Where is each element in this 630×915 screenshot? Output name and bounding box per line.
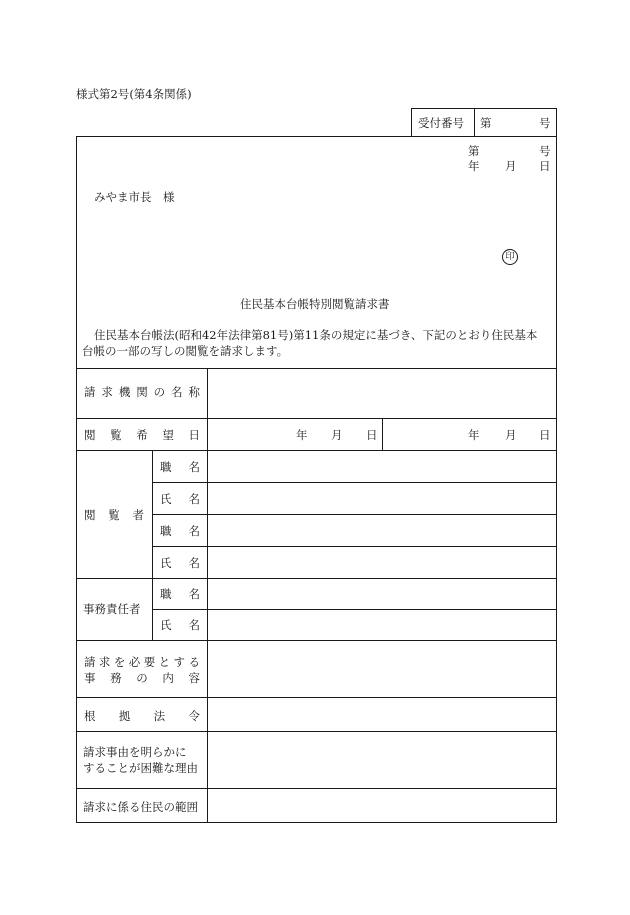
label-org-name-char: 関 [136,385,148,399]
label-purpose-line1: 請 求 を 必 要 と す る [84,655,200,669]
form-number: 様式第2号(第4条関係) [76,87,192,101]
addressee: みやま市長 様 [94,190,175,204]
form-title: 住民基本台帳特別閲覧請求書 [240,297,390,311]
field-viewer-position-1[interactable] [208,451,556,482]
label-law: 根 拠 法 令 [84,709,200,723]
receipt-dai: 第 [480,116,492,130]
label-org-name-char: 求 [101,385,113,399]
label-org-name-char: 機 [118,385,131,399]
label-responsible: 事務責任者 [83,602,141,616]
date2-day: 日 [539,428,551,442]
date1-month: 月 [331,428,343,442]
label-org-name-char: 称 [188,385,200,399]
number-dai: 第 [468,144,480,158]
field-purpose[interactable] [208,641,556,697]
field-scope[interactable] [208,789,556,822]
field-desired-date-1[interactable] [208,419,382,450]
intro-line-1: 住民基本台帳法(昭和42年法律第81号)第11条の規定に基づき、下記のとおり住民基本 [94,328,538,342]
date-day: 日 [539,159,551,173]
field-responsible-position[interactable] [208,579,556,609]
field-viewer-position-2[interactable] [208,515,556,546]
field-viewer-name-1[interactable] [208,483,556,514]
label-viewer: 閲 覧 者 [84,508,144,522]
label-name-3: 氏 名 [160,618,200,632]
label-scope: 請求に係る住民の範囲 [83,800,198,814]
label-position-1: 職 名 [160,460,200,474]
field-law[interactable] [208,698,556,731]
date1-year: 年 [296,428,308,442]
number-go: 号 [539,144,551,158]
field-responsible-name[interactable] [208,610,556,640]
receipt-number-label: 受付番号 [418,116,464,130]
label-name-1: 氏 名 [160,492,200,506]
label-purpose-line2: 事 務 の 内 容 [84,671,200,685]
label-reason-line2: することが困難な理由 [83,761,198,775]
intro-line-2: 台帳の一部の写しの閲覧を請求します。 [82,344,289,358]
label-org-name-char: 請 [84,385,96,399]
date2-year: 年 [468,428,480,442]
field-reason[interactable] [208,732,556,788]
label-org-name-char: 名 [171,385,183,399]
date-year: 年 [468,159,480,173]
date-month: 月 [505,159,517,173]
field-viewer-name-2[interactable] [208,547,556,578]
label-org-name-char: の [153,385,166,399]
date1-day: 日 [366,428,378,442]
receipt-go: 号 [539,116,551,130]
field-org-name[interactable] [208,369,556,418]
label-name-2: 氏 名 [160,556,200,570]
seal-mark: 印 [502,249,518,265]
date2-month: 月 [505,428,517,442]
label-desired-date: 閲 覧 希 望 日 [84,428,200,442]
label-org-name [84,384,200,400]
label-position-2: 職 名 [160,524,200,538]
label-position-3: 職 名 [160,587,200,601]
label-reason-line1: 請求事由を明らかに [83,745,187,759]
field-desired-date-2[interactable] [383,419,556,450]
